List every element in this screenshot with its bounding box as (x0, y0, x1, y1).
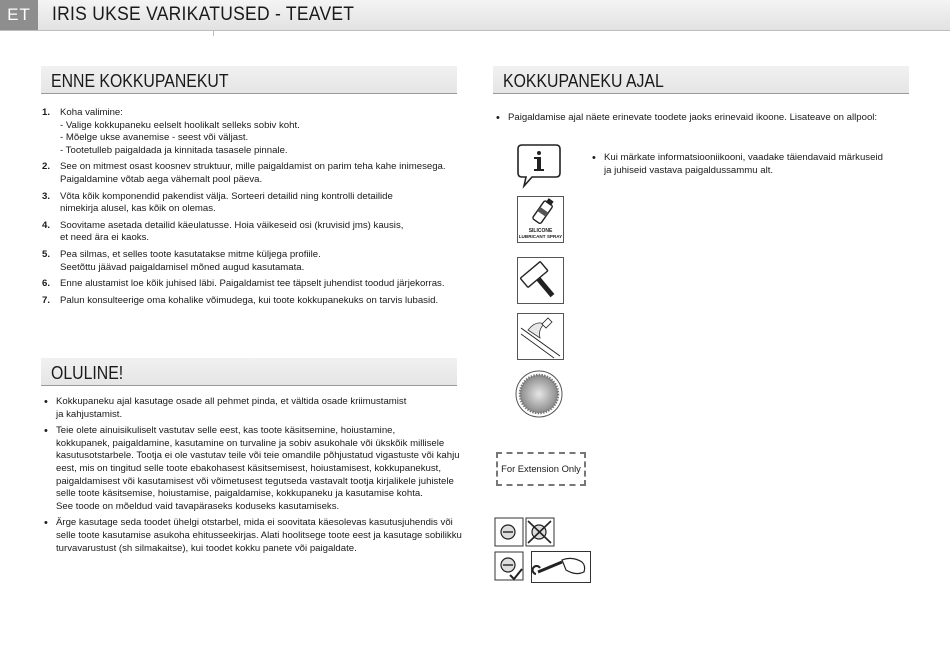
text-line: Koha valimine: (60, 107, 123, 118)
for-extension-only-icon (496, 452, 586, 486)
rubber-mallet-icon (517, 257, 564, 304)
step-item (42, 220, 452, 245)
text-line: • Kui märkate informatsiooniikooni, vaadake täiendavaid märkuseid (604, 152, 883, 163)
text-line: Seetõttu jäävad paigaldamisel mõned augud kasutamata. (60, 261, 305, 273)
header-divider (213, 30, 214, 36)
text-line: Võta kõik komponendid pakendist välja. Sorteeri detailid ning kontrolli detailide (60, 190, 393, 202)
text-line: eest, mis on tingitud selle toote ebakohasest käsitsemisest, hoiustamisest, kokkupanekust, (56, 462, 442, 474)
text-line: selle toote kasutamise asukoha ehitusseekirjas. Alati hoolitsege toote eest ja kasutage sobilikku (56, 529, 462, 541)
step-number: 5. (42, 248, 51, 260)
icon-description (590, 152, 910, 177)
step-item (42, 161, 452, 186)
step-number: 1. (42, 107, 51, 118)
text-line: See on mitmest osast koosnev struktuur, mille paigaldamist on parim teha kahe inimesega. (60, 161, 446, 173)
spray-label-1: SILICONE (528, 228, 553, 234)
language-badge: ET (0, 0, 38, 30)
step-number: 4. (42, 219, 51, 231)
this-side-out-sticker-icon (515, 370, 563, 418)
text-line: Soovitame asetada detailid käeulatusse. Hoia väikeseid osi (kruvisid jms) kausis, (60, 219, 404, 231)
text-line: Palun konsulteerige oma kohalike võimudega, kui toote kokkupanekuks on tarvis lubasid. (60, 294, 439, 306)
step-item (42, 249, 452, 274)
silicone-spray-icon (517, 196, 564, 243)
step-number: 6. (42, 278, 51, 290)
extension-label: For Extension Only (501, 463, 581, 474)
header-bar (0, 0, 950, 31)
text-line: Pea silmas, et selles toote kasutatakse mitme küljega profiile. (60, 248, 321, 260)
info-icon (516, 141, 562, 189)
text-line: • Ärge kasutage seda toodet ühelgi otstarbel, mida ei soovitata käesolevas kasutusjuhendis või (56, 517, 453, 529)
step-number: 3. (42, 190, 51, 202)
during-intro (494, 112, 914, 129)
spray-label-2: LUBRICANT SPRAY (518, 234, 563, 239)
important-item (42, 517, 462, 555)
during-intro-item: • Paigaldamise ajal näete erinevate toodete jaoks erinevaid ikoone. Lisateave on allpool: (494, 112, 914, 125)
step-item (42, 295, 452, 308)
text-line: - Valige kokkupaneku eelselt hoolikalt selleks sobiv koht. (60, 119, 300, 131)
text-line: • Kokkupaneku ajal kasutage osade all pehmet pinda, et vältida osade kriimustamist (56, 396, 407, 407)
text-line: nimekirja alusel, kas kõik on olemas. (60, 203, 216, 215)
step-number: 2. (42, 161, 51, 173)
text-line: ja juhiseid vastava paigaldussammu alt. (604, 164, 774, 176)
text-line: paigaldamisest või kasutamisest või võimetusest tegutseda vastavalt tootja kirjalikele juhistele (56, 475, 454, 487)
before-assembly-steps (42, 107, 452, 311)
step-number: 7. (42, 294, 51, 306)
text-line: See toode on mõeldud vaid tavapäraseks koduseks kasutamiseks. (56, 500, 340, 512)
text-line: Enne alustamist loe kõik juhised läbi. Paigaldamist tee täpselt juhendist toodud järjekorras. (60, 278, 445, 290)
wrench-hand-icon (531, 551, 591, 583)
text-line: - Tootetulleb paigaldada ja kinnitada tasasele pinnale. (60, 144, 288, 156)
text-line: et need ära ei kaoks. (60, 232, 150, 244)
step-item (42, 278, 452, 291)
important-list (42, 396, 462, 559)
before-assembly-heading: ENNE KOKKUPANEKUT (41, 66, 457, 94)
text-line: ja kahjustamist. (56, 408, 123, 420)
text-line: selle toote käsitsemise, hoiustamise, paigaldamise, kokkupaneku ja kasutamise kohta. (56, 488, 423, 500)
important-item (42, 425, 462, 513)
during-assembly-heading: KOKKUPANEKU AJAL (493, 66, 909, 94)
text-line: turvavarustust (sh silmakaitse), kui toodet kokku panete või paigaldate. (56, 542, 357, 554)
important-item (42, 396, 462, 421)
text-line: kokkupanek, paigaldamine, kasutamine on turvaline ja sobiv asukohale või ükskõik millisele (56, 437, 445, 449)
text-line: - Mõelge ukse avanemise - seest või väljast. (60, 132, 249, 144)
step-item (42, 191, 452, 216)
page-title: IRIS UKSE VARIKATUSED - TEAVET (52, 4, 355, 25)
text-line: kasutusotstarbele. Tootja ei ole vastutav teile või teie omandile põhjustatud vigastuste või kahju (56, 450, 460, 462)
info-icon-text (590, 152, 910, 181)
text-line: • Teie olete ainuisikuliselt vastutav selle eest, kas toote käsitsemine, hoiustamine, (56, 425, 396, 437)
step-item (42, 107, 452, 157)
text-line: Paigaldamine võtab aega vähemalt pool päeva. (60, 173, 263, 185)
important-heading: OLULINE! (41, 358, 457, 386)
plastic-film-icon (517, 313, 564, 360)
